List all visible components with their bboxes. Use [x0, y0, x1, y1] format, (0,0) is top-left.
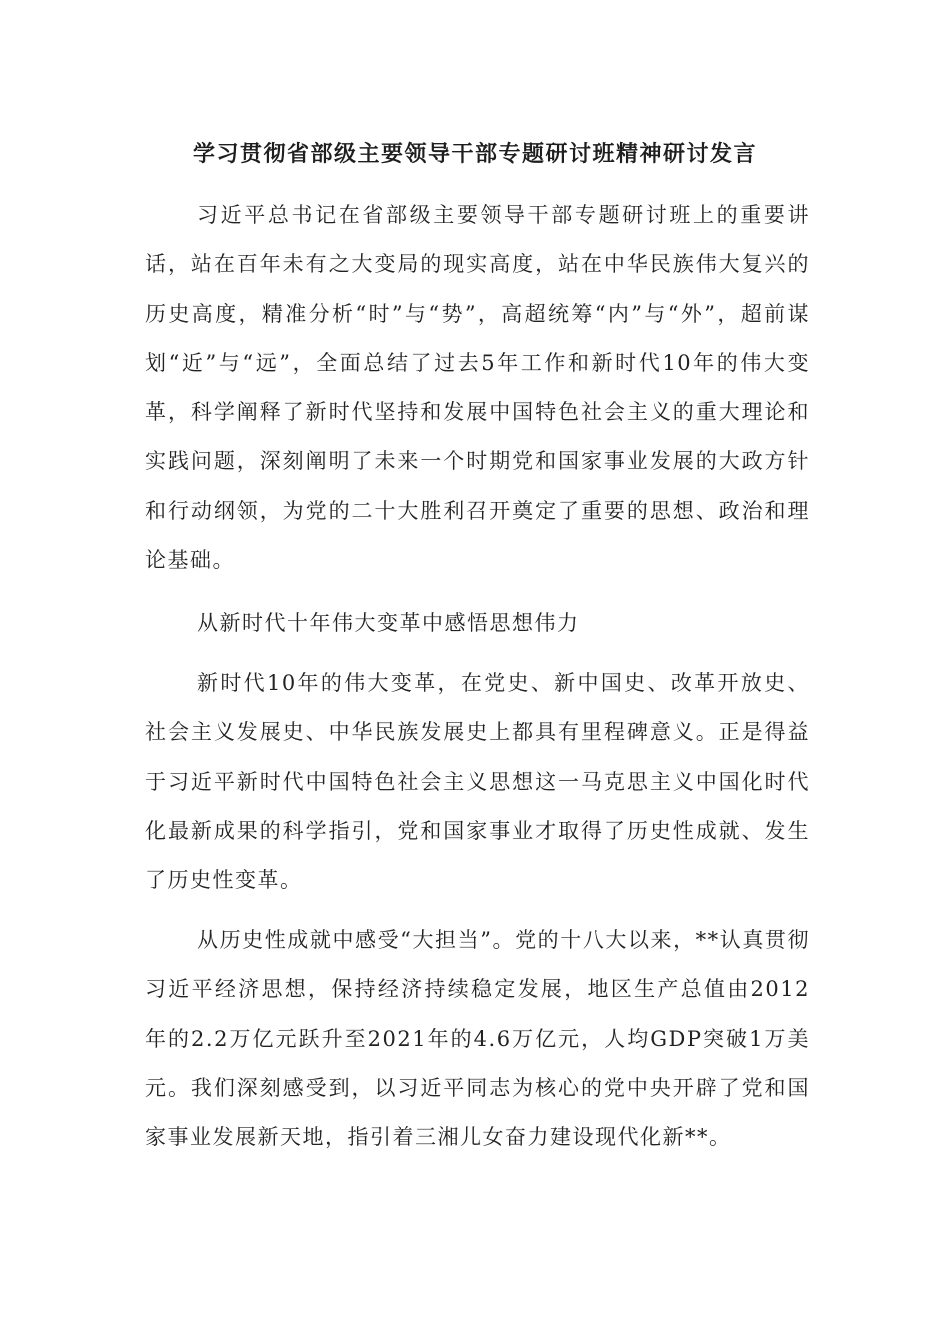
body-paragraph: 新时代10年的伟大变革，在党史、新中国史、改革开放史、社会主义发展史、中华民族发展史上都具有里程碑意义。正是得益于习近平新时代中国特色社会主义思想这一马克思主义中国化时代化最新成果的科学指引，党和国家事业才取得了历史性成就、发生了历史性变革。 [145, 671, 810, 893]
section-heading: 从新时代十年伟大变革中感悟思想伟力 [197, 611, 580, 635]
body-paragraph: 从历史性成就中感受“大担当”。党的十八大以来，**认真贯彻习近平经济思想，保持经济持续稳定发展，地区生产总值由2012年的2.2万亿元跃升至2021年的4.6万亿元，人均GDP突破1万美元。我们深刻感受到，以习近平同志为核心的党中央开辟了党和国家事业发展新天地，指引着三湘儿女奋力建设现代化新**。 [145, 928, 810, 1150]
document-title: 学习贯彻省部级主要领导干部专题研讨班精神研讨发言 [192, 141, 757, 167]
intro-paragraph: 习近平总书记在省部级主要领导干部专题研讨班上的重要讲话，站在百年未有之大变局的现实高度，站在中华民族伟大复兴的历史高度，精准分析“时”与“势”，高超统筹“内”与“外”，超前谋划“近”与“远”，全面总结了过去5年工作和新时代10年的伟大变革，科学阐释了新时代坚持和发展中国特色社会主义的重大理论和实践问题，深刻阐明了未来一个时期党和国家事业发展的大政方针和行动纲领，为党的二十大胜利召开奠定了重要的思想、政治和理论基础。 [145, 203, 810, 573]
